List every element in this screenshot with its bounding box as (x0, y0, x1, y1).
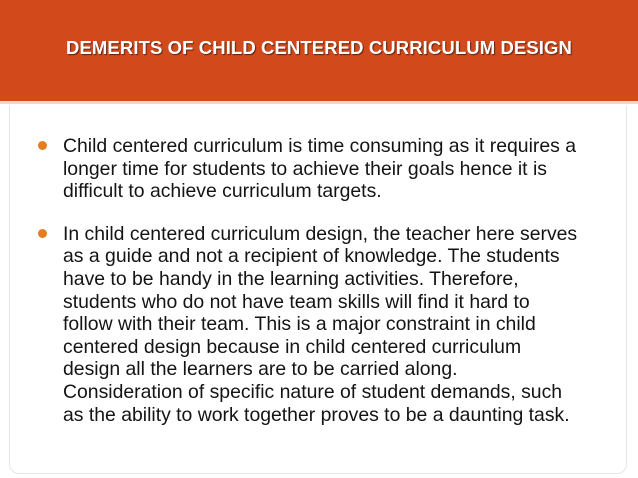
bullet-item (36, 223, 636, 426)
bullet-line: Child centered curriculum is time consuming as it requires a (63, 135, 576, 157)
title-bar (0, 0, 638, 104)
bullet-line: follow with their team. This is a major constraint in child (63, 313, 536, 336)
bullet-line: longer time for students to achieve their goals hence it is (63, 157, 547, 180)
bullet-list (36, 135, 636, 426)
slide-title: DEMERITS OF CHILD CENTERED CURRICULUM DESIGN (66, 37, 572, 58)
bullet-dot-icon (38, 141, 47, 150)
bullet-line: as the ability to work together proves to be a daunting task. (63, 403, 570, 426)
bullet-line: difficult to achieve curriculum targets. (63, 180, 382, 203)
bullet-line: design all the learners are to be carried along. (63, 358, 458, 381)
bullet-dot-icon (38, 229, 47, 238)
bullet-line: students who do not have team skills will find it hard to (63, 290, 530, 313)
bullet-line: have to be handy in the learning activities. Therefore, (63, 267, 519, 290)
bullet-line: as a guide and not a recipient of knowledge. The students (63, 245, 560, 268)
bullet-line: Consideration of specific nature of student demands, such (63, 380, 563, 403)
bullet-item (36, 135, 636, 203)
bullet-line: In child centered curriculum design, the teacher here serves (63, 222, 578, 245)
bullet-line: centered design because in child centered curriculum (63, 335, 522, 358)
